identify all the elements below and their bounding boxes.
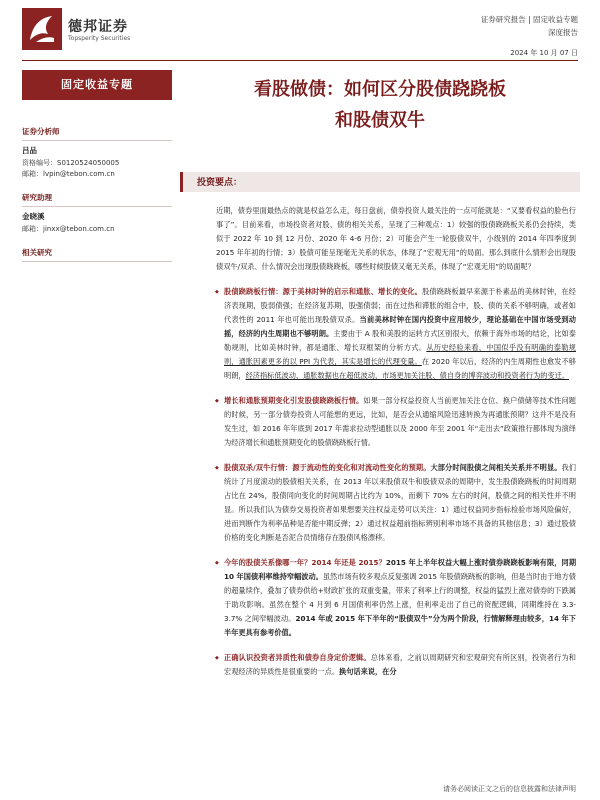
assistant-heading: 研究助理	[22, 192, 172, 207]
main-content	[216, 204, 576, 690]
bullet-underline: 经济指标低波动、通胀数据也在超低波动，市场更加关注股、债自身的博弈波动和投资者行为的变迁。	[245, 371, 570, 380]
bullet-growth-inflation	[216, 394, 576, 450]
bullet-lead: 今年的股债关系像哪一年？2014 年还是 2015？	[224, 558, 386, 567]
bullet-liquidity	[216, 461, 576, 545]
related-block	[22, 247, 172, 262]
header-divider	[22, 60, 578, 61]
bullet-bold: 当前美林时钟在国内投资中应用较少，理论基础在中国市场受到动摇，经济的内生周期也不够明朗。	[224, 315, 576, 338]
sidebar	[22, 70, 172, 266]
bullet-lead: 股债跷跷板行情：源于美林时钟的启示和通胀、增长的变化。	[224, 287, 423, 296]
bullet-heterogeneity	[216, 651, 576, 679]
bullet-bold: 大部分时间股债之间相关关系并不明显。	[430, 463, 562, 472]
report-type	[481, 14, 578, 39]
bullet-text: 如果一部分权益投资人当前更加关注仓位、换户债储等技术性问题的时候，另一部分债券投资人可能想的更远，比如，是否会从通缩风险迅速转换为再通胀预期？这并不是没有发生过，如 2016 年年底到 2017 年需求拉动型通胀以及 2000 年至 2001 年“走出去”政策推行都体现为演绎为经济增长和通胀预期变化的股债跷跷板行情。	[224, 396, 576, 447]
assistant-email[interactable]: 邮箱：jinxx@tebon.com.cn	[22, 225, 115, 233]
analyst-block	[22, 126, 172, 180]
report-date: 2024 年 10 月 07 日	[510, 49, 578, 57]
bullet-bold: 换句话来说，在分	[339, 667, 397, 676]
summary-heading: 投资要点：	[197, 178, 243, 188]
report-subtype: 深度报告	[548, 27, 578, 37]
analyst-cert: 资格编号：S0120524050005	[22, 159, 120, 167]
bullet-lead: 股债双杀/双牛行情：源于流动性的变化和对流动性变化的预期。	[224, 463, 431, 472]
bullet-text: 我们统计了月度滚动的股债相关关系，在 2013 年以来股债双牛和股债双杀的周期中，发生股债跷跷板的时间周期占比在 24%，股债同向变化的时间周期占比约为 10%，而剩下 70% 左右的时间，股债之间的相关性并不明显。所以我们认为债券交易投资者如果想要关注权益走势可以关注：1）通过权益同步指标检验市场风险偏好，进而判断作为利率品种是否能中期反弹；2）通过权益超前指标辨别利率市场不具备的其他信息；3）通过股债价格的变化判断是否泥合员情绪存在股债风格漂移。	[224, 463, 576, 542]
analyst-heading: 证券分析师	[22, 126, 172, 141]
bullet-text: 总体来看，之前以周期研究和宏观研究有所区别，投资者行为和宏观经济的异质性是很重要的一点。	[224, 653, 576, 676]
assistant-name: 金晓溪	[22, 212, 45, 221]
bullet-lead: 正确认识投资者异质性和债券自身定价逻辑。	[224, 653, 371, 662]
logo-text-cn: 德邦证券	[68, 19, 128, 35]
sidebar-banner: 固定收益专题	[22, 70, 172, 100]
company-logo	[22, 8, 170, 50]
bullet-text: 在 2020 年以后，经济的内生周期性也愈发不够明朗，	[224, 357, 576, 380]
title-line-1: 看股做债：如何区分股债跷跷板	[254, 79, 506, 100]
bullet-text: 股债跷跷板最早来源于朴素品的美林时钟，在经济表现期，股弱债强；在经济复苏期，股强债弱；而在过热和滞胀的组合中，股、债的关系不够明确，或者如代表性的 2011 年也可能出现股债双杀。	[224, 287, 576, 324]
bullet-bold: 2015 年上半年权益大幅上涨时债券跷跷板影响有限，同期 10 年国债利率维持窄幅波动。	[224, 558, 577, 581]
related-heading: 相关研究	[22, 247, 172, 262]
analyst-email[interactable]: 邮箱：lvpin@tebon.com.cn	[22, 170, 115, 178]
bullet-seesaw	[216, 285, 576, 383]
bullet-text: 主要由于 A 股和美股的运转方式区别很大，依赖于海外市场的结论，比如泰勒规则，比如美林时钟，都是通胀、增长双框架的分析方式。	[224, 329, 576, 352]
bullet-text: 虽然市场有较多观点反复强调 2015 年股债跷跷板的影响，但是当时由于地方债的超量续作，叠加了债券供给+财政扩张的双重变量，带来了利率上行的调整，权益的猛烈上涨对债券的下跌属于助攻影响。虽然在整个 4 月到 6 月国债利率仍然上涨，但利率走出了自己的资配逻辑，同期维持在 3.3-3.7% 之间窄幅波动。	[224, 572, 576, 623]
title-line-2: 和股债双牛	[335, 110, 425, 131]
footer-disclaimer: 请务必阅读正文之后的信息披露和法律声明	[443, 785, 576, 793]
report-category: 证券研究报告 | 固定收益专题	[480, 15, 578, 24]
analyst-name: 吕品	[22, 146, 37, 155]
report-title	[180, 74, 580, 136]
bullet-lead: 增长和通胀预期变化引发股债跷跷板行情。	[224, 396, 364, 405]
intro-paragraph: 近期，债券里面最热点的就是权益怎么走，每日盘前，债券投资人最关注的一点可能就是：“又要看权益的脸色行事了”。目前来看，市场投资者对股、债的相关关系，呈现了三种观点：1）较强的股债跷跷板关系仍会持续，类似于 2022 年 10 到 12 月份、2020 年 4-6 月份；2）可能会产生一轮股债双牛，小级别的 2014 年四季度到 2015 年年初的行情；3）股债可能呈现毫无关系的状态，体现了“宏观无用”的局面。那么到底什么情形会出现股债双牛/双杀、什么情况会出现股债跷跷板，哪些时候股债又毫无关系，体现了“宏观无用”的局面呢？	[216, 206, 576, 271]
bullet-bold: 2014 年或 2015 年下半年的“股债双牛”分为两个阶段，行情解释理由较多，14 年下半年更具有参考价值。	[224, 614, 576, 637]
bullet-underline: 从历史经验来看，中国似乎没有明确的泰勒规则，通胀因素更多的以 PPI 为代表，其实是增长的代理变量。	[224, 343, 576, 366]
assistant-block	[22, 192, 172, 235]
bullet-year-comparison	[216, 556, 576, 640]
logo-text-en: Topsperity Securities	[68, 35, 131, 42]
summary-bar	[180, 172, 580, 192]
logo-mark-icon	[22, 8, 62, 50]
